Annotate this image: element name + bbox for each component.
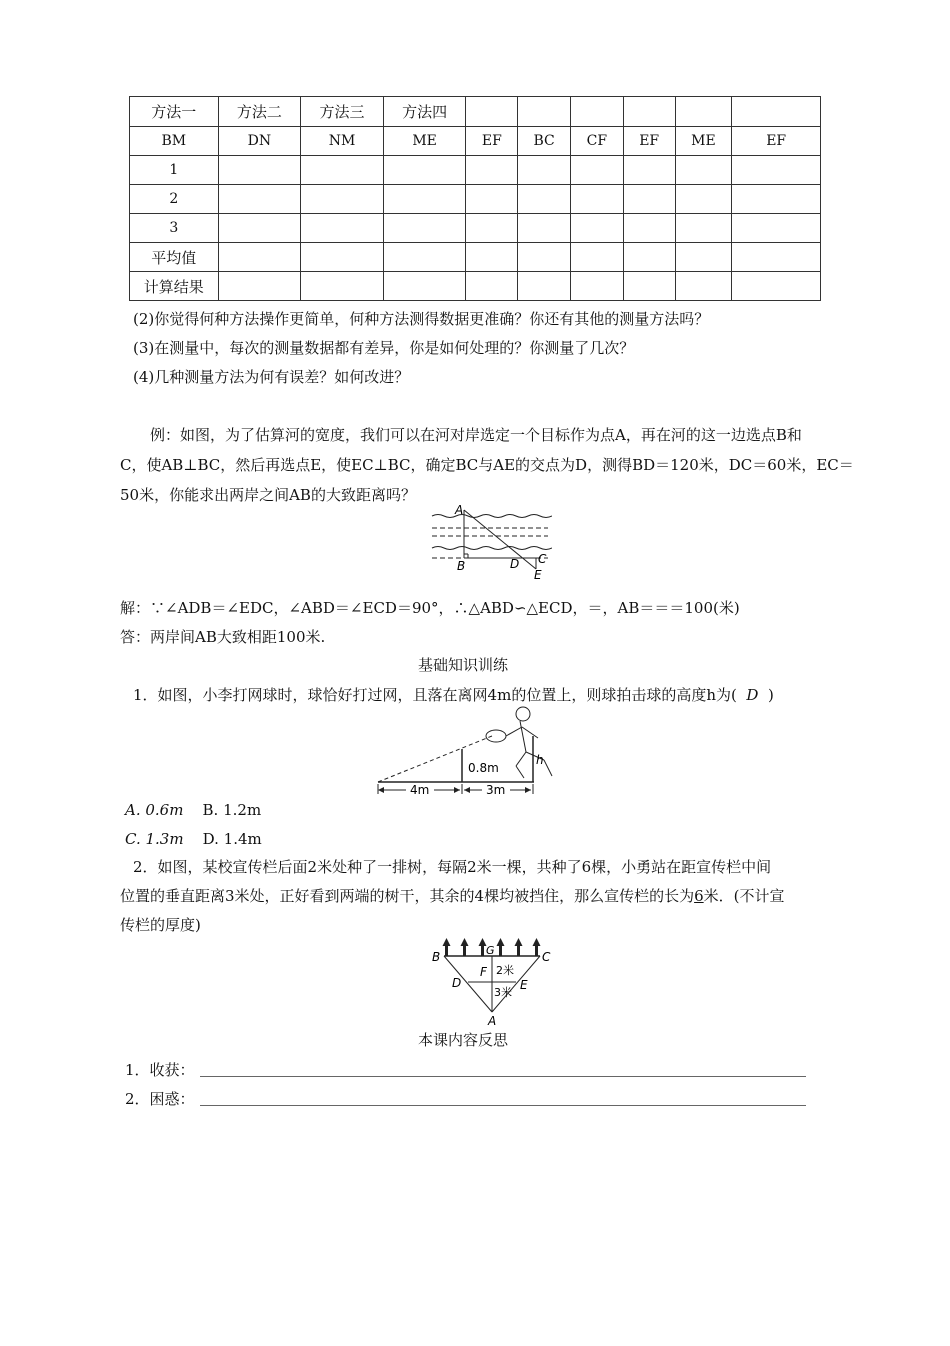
sub-cell: BC [518, 127, 571, 156]
question-3: (3)在测量中，每次的测量数据都有差异，你是如何处理的？你测量了几次？ [133, 339, 635, 357]
label-c2: C [542, 950, 551, 964]
header-cell [732, 97, 821, 127]
river-figure [428, 502, 552, 582]
net-height-label: 0.8m [468, 761, 499, 775]
sub-cell: NM [301, 127, 384, 156]
label-d: D [510, 557, 520, 571]
row-label: 计算结果 [130, 272, 219, 301]
tennis-figure [376, 702, 560, 798]
measurement-table [129, 96, 821, 301]
example-line-2: C，使AB⊥BC，然后再选点E，使EC⊥BC，确定BC与AE的交点为D，测得BD＝120米，DC＝60米，EC＝ [120, 456, 854, 474]
header-cell [466, 97, 518, 127]
label-3m: 3米 [494, 986, 512, 999]
table-row [130, 214, 821, 243]
header-cell [518, 97, 571, 127]
billboard-figure [430, 934, 554, 1026]
table-header-row [130, 97, 821, 127]
q1-options-row-2 [125, 829, 262, 849]
q1-stem-text: 1．如图，小李打网球时，球恰好打过网，且落在离网4m的位置上，则球拍击球的高度h为( [133, 686, 737, 704]
example-line-3: 50米，你能求出两岸之间AB的大致距离吗？ [120, 486, 416, 504]
label-2m: 2米 [496, 964, 514, 977]
reflection-gain: 1．收获： [125, 1061, 195, 1079]
row-label: 1 [130, 156, 219, 185]
q2-line-2-pre: 位置的垂直距离3米处，正好看到两端的树干，其余的4棵均被挡住，那么宣传栏的长为 [120, 887, 695, 905]
sub-cell: EF [623, 127, 675, 156]
label-b2: B [432, 950, 441, 964]
table-row [130, 185, 821, 214]
label-c: C [538, 552, 547, 566]
reflection-doubt: 2．困惑： [125, 1090, 195, 1108]
sub-cell: EF [732, 127, 821, 156]
table-subheader-row [130, 127, 821, 156]
sub-cell: DN [218, 127, 301, 156]
doubt-blank-line[interactable] [200, 1104, 806, 1106]
question-2: (2)你觉得何种方法操作更简单，何种方法测得数据更准确？你还有其他的测量方法吗？ [133, 310, 710, 328]
label-f: F [480, 965, 487, 979]
sub-cell: ME [675, 127, 732, 156]
label-a: A [455, 503, 464, 517]
q2-line-2 [120, 886, 785, 906]
section-title: 基础知识训练 [418, 656, 509, 674]
header-cell: 方法四 [383, 97, 466, 127]
label-e2: E [520, 978, 528, 992]
q2-line-2-post: 米．(不计宣 [703, 887, 785, 905]
header-cell [675, 97, 732, 127]
label-d2: D [452, 976, 462, 990]
q1-answer: D [746, 686, 759, 704]
example-solution: 解：∵∠ADB＝∠EDC，∠ABD＝∠ECD＝90°，∴△ABD∽△ECD，＝，AB＝＝＝100(米) [120, 599, 740, 617]
option-c: C. 1.3m [125, 830, 184, 848]
table-row [130, 243, 821, 272]
gain-blank-line[interactable] [200, 1075, 806, 1077]
q1-close: ) [767, 686, 774, 704]
header-cell [571, 97, 624, 127]
option-b: B. 1.2m [202, 801, 262, 819]
option-d: D. 1.4m [202, 830, 262, 848]
label-a2: A [488, 1014, 497, 1026]
label-b: B [457, 559, 466, 573]
reflection-title: 本课内容反思 [418, 1031, 509, 1049]
sub-cell: BM [130, 127, 219, 156]
dist-4m-label: 4m [410, 783, 430, 797]
table-row [130, 156, 821, 185]
label-e: E [534, 568, 542, 582]
label-g: G [486, 944, 495, 957]
table-row [130, 272, 821, 301]
header-cell: 方法二 [218, 97, 301, 127]
q1-options-row-1 [125, 800, 261, 820]
q2-answer: 6 [694, 887, 704, 905]
question-4: (4)几种测量方法为何有误差？如何改进？ [133, 368, 410, 386]
row-label: 平均值 [130, 243, 219, 272]
example-answer: 答：两岸间AB大致相距100米. [120, 628, 326, 646]
header-cell: 方法一 [130, 97, 219, 127]
sub-cell: ME [383, 127, 466, 156]
row-label: 3 [130, 214, 219, 243]
h-label: h [536, 753, 544, 767]
dist-3m-label: 3m [486, 783, 506, 797]
sub-cell: EF [466, 127, 518, 156]
header-cell: 方法三 [301, 97, 384, 127]
sub-cell: CF [571, 127, 624, 156]
q2-line-1: 2．如图，某校宣传栏后面2米处种了一排树，每隔2米一棵，共种了6棵，小勇站在距宣传栏中间 [133, 858, 772, 876]
header-cell [623, 97, 675, 127]
option-a: A. 0.6m [125, 801, 184, 819]
row-label: 2 [130, 185, 219, 214]
example-line-1: 例：如图，为了估算河的宽度，我们可以在河对岸选定一个目标作为点A，再在河的这一边选点B和 [150, 426, 802, 444]
q2-line-3: 传栏的厚度) [120, 916, 201, 934]
